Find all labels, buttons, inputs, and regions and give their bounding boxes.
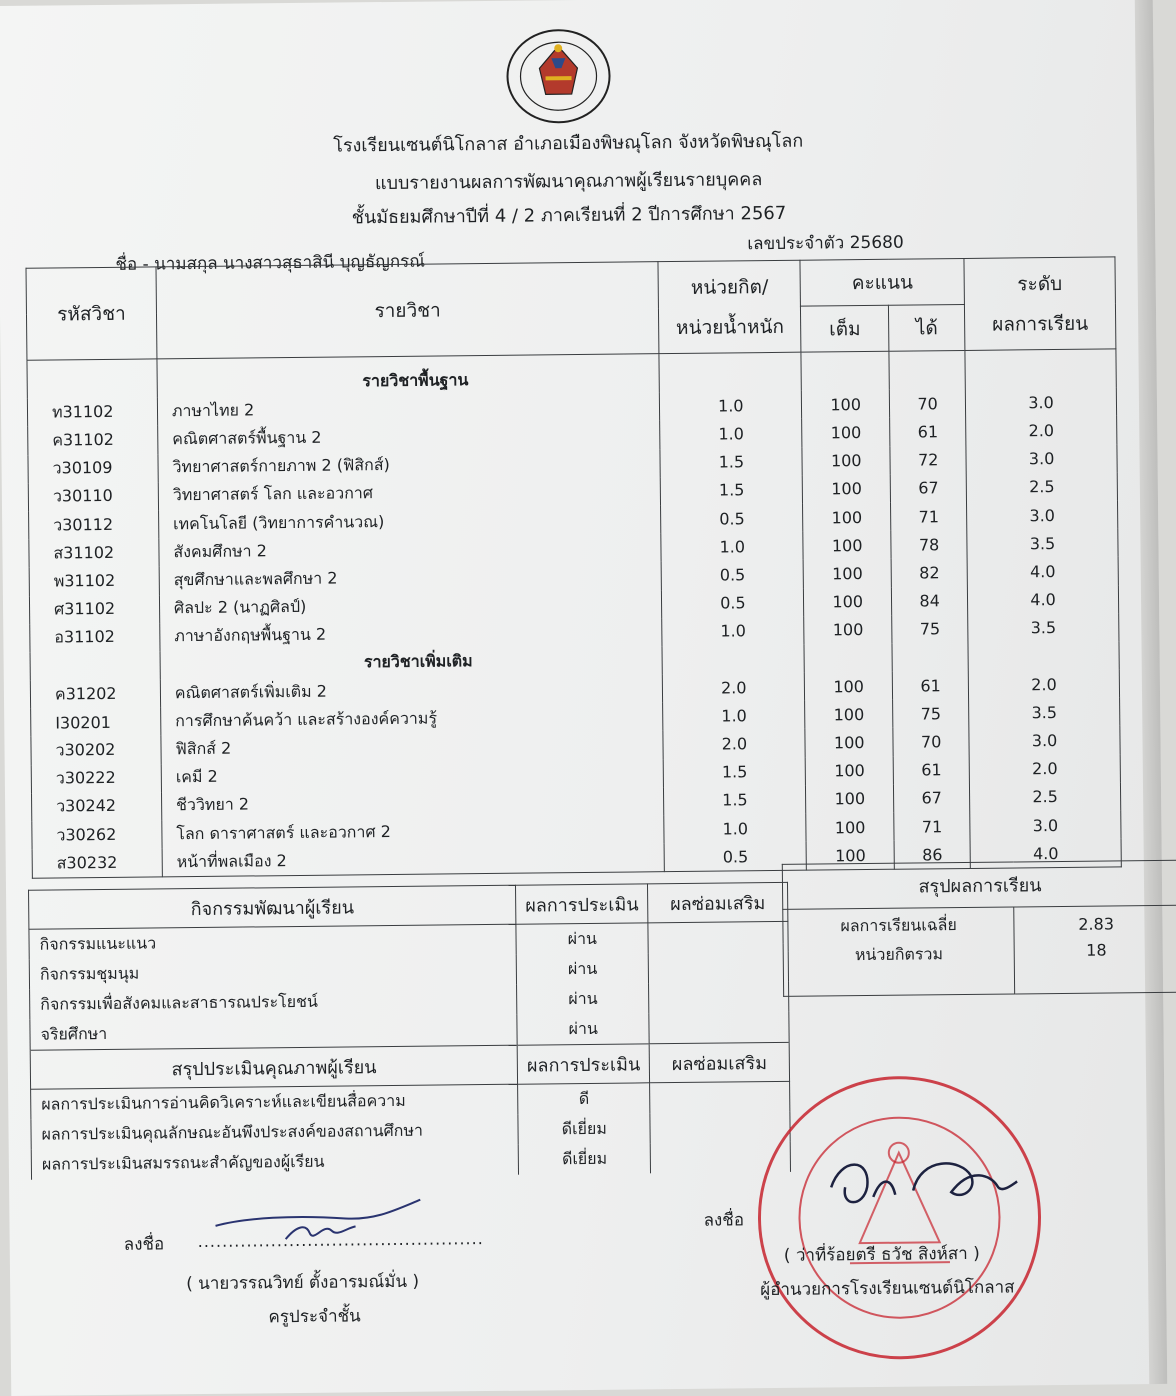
subject-name: ภาษาอังกฤษพื้นฐาน 2 bbox=[160, 618, 663, 651]
activities-label: กิจกรรมชุมนุม bbox=[29, 955, 517, 990]
activities-remedial bbox=[648, 921, 788, 953]
header-score: คะแนน bbox=[800, 258, 964, 306]
full-score: 100 bbox=[804, 587, 892, 616]
subject-name: การศึกษาค้นคว้า และสร้างองค์ความรู้ bbox=[161, 702, 664, 735]
credit-value: 1.5 bbox=[664, 757, 806, 787]
got-score: 67 bbox=[894, 784, 970, 813]
got-score: 75 bbox=[892, 615, 968, 644]
full-score: 100 bbox=[803, 559, 891, 588]
subject-name: สุขศึกษาและพลศึกษา 2 bbox=[159, 561, 662, 594]
report-title: แบบรายงานผลการพัฒนาคุณภาพผู้เรียนรายบุคคล bbox=[374, 169, 763, 195]
activities-result: ผ่าน bbox=[517, 953, 649, 984]
subject-code: ว30242 bbox=[32, 792, 162, 822]
quality-header-remedial: ผลซ่อมเสริม bbox=[649, 1042, 789, 1082]
school-logo bbox=[505, 28, 612, 125]
full-score: 100 bbox=[805, 728, 893, 757]
full-score: 100 bbox=[802, 418, 890, 447]
header-subject: รายวิชา bbox=[156, 262, 659, 359]
got-score: 84 bbox=[892, 586, 968, 615]
header-code: รหัสวิชา bbox=[26, 267, 157, 360]
credit-value: 1.5 bbox=[660, 447, 802, 477]
quality-label: ผลการประเมินการอ่านคิดวิเคราะห์และเขียนสื่อความ bbox=[31, 1084, 519, 1120]
got-score: 71 bbox=[891, 502, 967, 531]
full-score: 100 bbox=[806, 785, 894, 814]
section-blank bbox=[968, 641, 1119, 671]
student-id: เลขประจำตัว 25680 bbox=[747, 232, 904, 255]
credit-value: 0.5 bbox=[661, 504, 803, 534]
credit-value: 0.5 bbox=[662, 588, 804, 618]
subject-code: ส31102 bbox=[29, 539, 159, 569]
quality-result: ดีเยี่ยม bbox=[519, 1143, 651, 1174]
section-code bbox=[30, 651, 160, 681]
summary-table bbox=[782, 860, 1176, 997]
subject-name: วิทยาศาสตร์กายภาพ 2 (ฟิสิกส์) bbox=[158, 449, 661, 482]
activities-result: ผ่าน bbox=[517, 1013, 649, 1045]
got-score: 75 bbox=[893, 699, 969, 728]
subject-code: ค31102 bbox=[28, 426, 158, 456]
credit-value: 2.0 bbox=[663, 729, 805, 759]
grade-level: 2.0 bbox=[968, 669, 1119, 699]
section-title: รายวิชาพื้นฐาน bbox=[157, 354, 660, 398]
grade-level: 2.5 bbox=[966, 472, 1117, 502]
full-score: 100 bbox=[803, 531, 891, 560]
subject-name: คณิตศาสตร์เพิ่มเติม 2 bbox=[160, 674, 663, 707]
subject-code: ว30109 bbox=[28, 454, 158, 484]
quality-body bbox=[31, 1081, 791, 1179]
full-score: 100 bbox=[802, 475, 890, 504]
full-score: 100 bbox=[805, 756, 893, 785]
director-sign-label: ลงชื่อ bbox=[703, 1210, 745, 1231]
header-level bbox=[964, 257, 1116, 351]
credit-value: 0.5 bbox=[661, 560, 803, 590]
director-name: ( ว่าที่ร้อยตรี ธวัช สิงห์สา ) bbox=[783, 1243, 980, 1266]
grade-level: 3.0 bbox=[965, 388, 1116, 418]
activities-result: ผ่าน bbox=[517, 983, 649, 1014]
header-credit-bottom: หน่วยน้ำหนัก bbox=[675, 315, 785, 339]
section-blank bbox=[889, 350, 965, 389]
activity-table bbox=[28, 882, 791, 1180]
section-blank bbox=[804, 644, 892, 673]
director-signature bbox=[821, 1145, 1022, 1227]
full-score: 100 bbox=[805, 672, 893, 701]
subject-name: ฟิสิกส์ 2 bbox=[161, 731, 664, 764]
credit-value: 1.5 bbox=[661, 475, 803, 505]
got-score: 72 bbox=[890, 446, 966, 475]
grade-table bbox=[25, 256, 1121, 879]
header-full: เต็ม bbox=[801, 305, 889, 352]
grade-level: 3.5 bbox=[968, 613, 1119, 643]
subject-code: ว30110 bbox=[28, 482, 158, 512]
subject-name: วิทยาศาสตร์ โลก และอวกาศ bbox=[158, 477, 661, 510]
got-score: 82 bbox=[891, 558, 967, 587]
paper-edge bbox=[1135, 0, 1168, 1384]
grade-level: 3.0 bbox=[969, 726, 1120, 756]
grade-level: 3.5 bbox=[969, 698, 1120, 728]
full-score: 100 bbox=[802, 390, 890, 419]
got-score: 71 bbox=[894, 812, 970, 841]
got-score: 70 bbox=[890, 389, 966, 418]
header-credit-top: หน่วยกิต/ bbox=[690, 275, 769, 299]
activities-remedial bbox=[649, 982, 789, 1013]
subject-code: ว30262 bbox=[32, 820, 162, 850]
got-score: 61 bbox=[892, 671, 968, 700]
section-blank bbox=[659, 352, 801, 392]
full-score: 100 bbox=[804, 615, 892, 644]
credit-value: 2.0 bbox=[663, 673, 805, 703]
activities-result: ผ่าน bbox=[516, 923, 648, 955]
header-credit bbox=[658, 260, 801, 353]
section-title: รายวิชาเพิ่มเติม bbox=[160, 646, 663, 679]
subject-code: ท31102 bbox=[27, 398, 157, 428]
full-score: 100 bbox=[805, 700, 893, 729]
subject-code: ว30202 bbox=[31, 736, 161, 766]
credit-value: 1.0 bbox=[660, 391, 802, 421]
credit-value: 1.0 bbox=[661, 532, 803, 562]
subject-name: คณิตศาสตร์พื้นฐาน 2 bbox=[158, 421, 661, 454]
grade-level: 3.0 bbox=[966, 444, 1117, 474]
activities-label: กิจกรรมแนะแนว bbox=[29, 924, 517, 960]
subject-code: พ31102 bbox=[29, 567, 159, 597]
quality-label: ผลการประเมินสมรรถนะสำคัญของผู้เรียน bbox=[31, 1145, 519, 1180]
credit-value: 1.0 bbox=[663, 701, 805, 731]
full-score: 100 bbox=[802, 446, 890, 475]
activities-remedial bbox=[649, 1012, 789, 1044]
got-score: 78 bbox=[891, 530, 967, 559]
school-line: โรงเรียนเซนต์นิโกลาส อำเภอเมืองพิษณุโลก จังหวัดพิษณุโลก bbox=[333, 130, 804, 157]
activities-label: กิจกรรมเพื่อสังคมและสาธารณประโยชน์ bbox=[30, 985, 518, 1020]
full-score: 100 bbox=[803, 503, 891, 532]
subject-code: อ31102 bbox=[30, 623, 160, 653]
teacher-sign-label: ลงชื่อ bbox=[123, 1234, 165, 1255]
subject-code: ว30222 bbox=[31, 764, 161, 794]
subject-name: ศิลปะ 2 (นาฏศิลป์) bbox=[159, 590, 662, 623]
activity-body bbox=[29, 921, 789, 1050]
gpa-value: 2.83 bbox=[1014, 905, 1176, 941]
teacher-role: ครูประจำชั้น bbox=[268, 1306, 361, 1328]
student-name: ชื่อ - นามสกุล นางสาวสุธาสินี บุญธัญกรณ์ bbox=[115, 251, 426, 275]
quality-header-result: ผลการประเมิน bbox=[517, 1044, 649, 1084]
full-score: 100 bbox=[806, 841, 894, 871]
summary-title: สรุปผลการเรียน bbox=[782, 860, 1176, 909]
subject-code: I30201 bbox=[31, 708, 161, 738]
section-blank bbox=[801, 351, 889, 391]
subject-name: หน้าที่พลเมือง 2 bbox=[162, 843, 665, 877]
grade-table-body bbox=[27, 349, 1121, 879]
subject-code: ว30112 bbox=[29, 510, 159, 540]
grade-level: 4.0 bbox=[970, 839, 1121, 869]
grade-level: 4.0 bbox=[967, 585, 1118, 615]
grade-level: 3.0 bbox=[967, 500, 1118, 530]
subject-code: ส30232 bbox=[32, 849, 162, 879]
activities-label: จริยศึกษา bbox=[30, 1015, 518, 1051]
quality-result: ดีเยี่ยม bbox=[518, 1113, 650, 1144]
got-score: 61 bbox=[893, 756, 969, 785]
credits-label: หน่วยกิตรวม bbox=[783, 941, 1015, 996]
credit-value: 0.5 bbox=[664, 842, 806, 872]
activity-header-remedial: ผลซ่อมเสริม bbox=[648, 882, 788, 922]
got-score: 67 bbox=[890, 474, 966, 503]
grade-level: 4.0 bbox=[967, 557, 1118, 587]
subject-name: ภาษาไทย 2 bbox=[157, 392, 660, 425]
got-score: 86 bbox=[894, 840, 970, 869]
grade-level: 3.5 bbox=[967, 529, 1118, 559]
header-level-top: ระดับ bbox=[1017, 272, 1063, 295]
subject-name: ชีววิทยา 2 bbox=[161, 787, 664, 820]
credit-value: 1.0 bbox=[662, 616, 804, 646]
activities-remedial bbox=[648, 952, 788, 983]
subject-code: ศ31102 bbox=[29, 595, 159, 625]
activity-header-title: กิจกรรมพัฒนาผู้เรียน bbox=[29, 885, 517, 929]
section-blank bbox=[662, 645, 804, 675]
section-blank bbox=[965, 349, 1116, 389]
credit-value: 1.0 bbox=[660, 419, 802, 449]
subject-code: ค31202 bbox=[30, 679, 160, 709]
credit-value: 1.0 bbox=[664, 814, 806, 844]
section-code bbox=[27, 359, 157, 399]
quality-result: ดี bbox=[518, 1083, 650, 1115]
subject-name: โลก ดาราศาสตร์ และอวกาศ 2 bbox=[162, 815, 665, 848]
director-role: ผู้อำนวยการโรงเรียนเซนต์นิโกลาส bbox=[760, 1277, 1015, 1301]
subject-name: เคมี 2 bbox=[161, 759, 664, 792]
credits-value: 18 bbox=[1015, 940, 1176, 994]
section-blank bbox=[892, 643, 968, 672]
got-score: 70 bbox=[893, 727, 969, 756]
subject-name: สังคมศึกษา 2 bbox=[159, 533, 662, 566]
quality-header-title: สรุปประเมินคุณภาพผู้เรียน bbox=[30, 1045, 518, 1089]
activity-header-result: ผลการประเมิน bbox=[516, 884, 648, 924]
term-line: ชั้นมัธยมศึกษาปีที่ 4 / 2 ภาคเรียนที่ 2 ปีการศึกษา 2567 bbox=[351, 202, 787, 229]
grade-level: 2.5 bbox=[970, 782, 1121, 812]
full-score: 100 bbox=[806, 813, 894, 842]
grade-level: 2.0 bbox=[969, 754, 1120, 784]
teacher-sign-line: ............................................... bbox=[197, 1229, 484, 1252]
grade-level: 3.0 bbox=[970, 810, 1121, 840]
subject-name: เทคโนโลยี (วิทยาการคำนวณ) bbox=[158, 505, 661, 538]
header-got: ได้ bbox=[889, 304, 965, 351]
teacher-name: ( นายวรรณวิทย์ ตั้งอารมณ์มั่น ) bbox=[186, 1271, 420, 1295]
quality-label: ผลการประเมินคุณลักษณะอันพึงประสงค์ของสถานศึกษา bbox=[31, 1115, 519, 1150]
header-level-bottom: ผลการเรียน bbox=[992, 312, 1089, 336]
grade-level: 2.0 bbox=[966, 416, 1117, 446]
credit-value: 1.5 bbox=[664, 785, 806, 815]
gpa-label: ผลการเรียนเฉลี่ย bbox=[783, 907, 1015, 944]
got-score: 61 bbox=[890, 417, 966, 446]
teacher-signature bbox=[205, 1192, 426, 1254]
